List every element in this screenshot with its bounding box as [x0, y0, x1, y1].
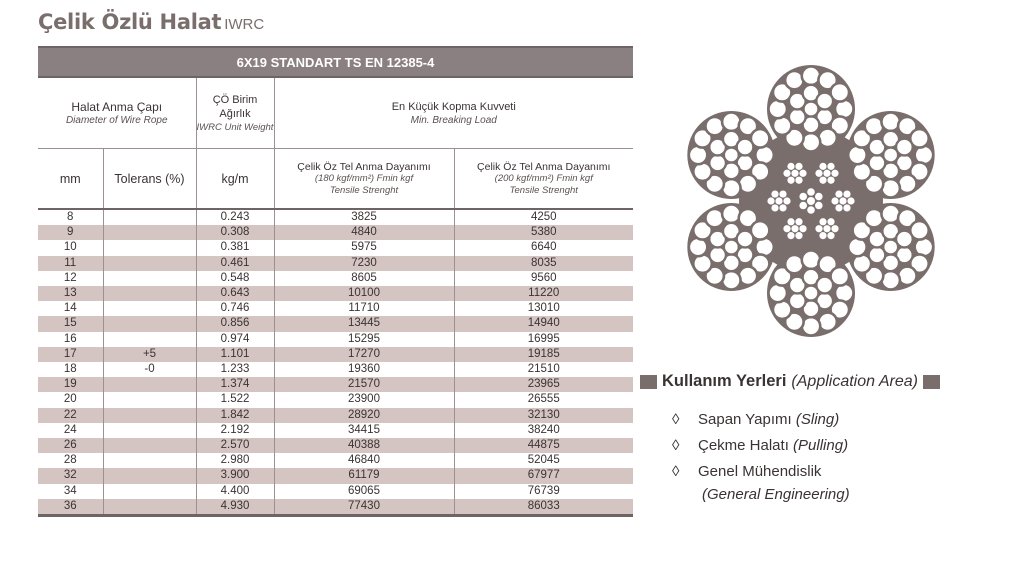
cell-mm: 22 — [38, 408, 103, 423]
diamond-bullet-icon: ◊ — [672, 411, 680, 428]
cell-kgm: 1.101 — [196, 347, 274, 362]
cell-tolerance — [103, 332, 196, 347]
cell-kgm: 0.548 — [196, 271, 274, 286]
cell-f200: 38240 — [527, 423, 560, 436]
table-row — [38, 468, 633, 483]
list-item-en-line: (General Engineering) — [702, 486, 850, 503]
weight-header-tr: ÇÖ Birim Ağırlık — [212, 93, 258, 120]
cell-mm: 18 — [38, 362, 103, 377]
cell-kgm: 2.192 — [196, 423, 274, 438]
cell-tolerance — [103, 271, 196, 286]
application-subtitle: (Application Area) — [791, 372, 918, 390]
product-subtitle: IWRC — [224, 16, 265, 33]
cell-mm: 15 — [38, 316, 103, 331]
cell-f180: 23900 — [274, 392, 454, 407]
cell-f200: 76739 — [527, 484, 560, 497]
cell-f200: 52045 — [527, 454, 560, 467]
list-item-tr: Sapan Yapımı — [698, 411, 792, 428]
strength-180-tr: Çelik Öz Tel Anma Dayanımı — [297, 160, 431, 173]
product-title: Çelik Özlü Halat — [38, 10, 222, 34]
cell-f180: 61179 — [274, 468, 454, 483]
list-item-tr: Çekme Halatı — [698, 437, 789, 454]
cell-f200: 5380 — [454, 225, 633, 240]
cell-tolerance — [103, 423, 196, 438]
cell-f180: 13445 — [274, 316, 454, 331]
cell-f200: 13010 — [527, 302, 560, 315]
cell-f200: 26555 — [527, 393, 560, 406]
cell-f200: 4250 — [530, 211, 557, 223]
strength-200-en: Tensile Strenght — [509, 184, 578, 196]
unit-header-row — [38, 149, 633, 210]
table-row — [38, 332, 633, 347]
list-item-tr: Genel Mühendislik — [698, 463, 822, 480]
mm-header: mm — [38, 149, 103, 210]
cell-kgm: 0.381 — [196, 240, 274, 255]
strength-200-header — [454, 149, 633, 210]
cell-f180: 46840 — [274, 453, 454, 468]
cell-kgm: 1.842 — [196, 408, 274, 423]
cell-kgm: 0.308 — [196, 225, 274, 240]
cell-tolerance — [103, 225, 196, 240]
cell-mm: 34 — [38, 484, 103, 499]
wire-rope-cross-section-icon — [678, 56, 944, 346]
cell-f180: 7230 — [274, 256, 454, 271]
cell-f180: 3825 — [274, 209, 454, 225]
cell-f180: 10100 — [274, 286, 454, 301]
table-row — [38, 271, 633, 286]
strength-180-header — [274, 149, 454, 210]
table-row — [38, 453, 633, 468]
cell-tolerance — [103, 286, 196, 301]
cell-tolerance: +5 — [103, 347, 196, 362]
table-heading: 6X19 STANDART TS EN 12385-4 — [38, 46, 633, 78]
diameter-header — [38, 78, 196, 149]
page-title — [38, 10, 264, 34]
cell-mm: 16 — [38, 332, 103, 347]
cell-f180: 21570 — [274, 377, 454, 392]
cell-kgm: 2.570 — [196, 438, 274, 453]
cell-kgm: 0.643 — [196, 286, 274, 301]
cell-mm: 26 — [38, 438, 103, 453]
table-row — [38, 347, 633, 362]
table-row — [38, 286, 633, 301]
cell-tolerance — [103, 453, 196, 468]
table-row — [38, 377, 633, 392]
cell-mm: 12 — [38, 271, 103, 286]
kgm-header: kg/m — [196, 149, 274, 210]
cell-f200: 6640 — [530, 241, 557, 254]
cell-tolerance — [103, 301, 196, 316]
cell-kgm: 2.980 — [196, 453, 274, 468]
cell-f180: 69065 — [274, 484, 454, 499]
cell-f180: 28920 — [274, 408, 454, 423]
table-row — [38, 362, 633, 377]
application-area — [640, 372, 990, 505]
breaking-header — [274, 78, 633, 149]
cell-kgm: 0.974 — [196, 332, 274, 347]
cell-tolerance — [103, 468, 196, 483]
cell-f180: 40388 — [274, 438, 454, 453]
cell-f180: 5975 — [274, 240, 454, 255]
cell-mm: 11 — [38, 256, 103, 271]
table-row — [38, 484, 633, 499]
cell-f180: 17270 — [274, 347, 454, 362]
table-bottom-rule — [38, 514, 633, 517]
cell-f200: 67977 — [454, 468, 633, 483]
table-row — [38, 438, 633, 453]
table-row — [38, 499, 633, 514]
list-item-en: (Sling) — [795, 411, 840, 428]
cell-kgm: 4.930 — [196, 499, 274, 514]
cell-mm: 9 — [38, 225, 103, 240]
cell-f180: 34415 — [274, 423, 454, 438]
cell-f180: 11710 — [274, 301, 454, 316]
cell-tolerance — [103, 256, 196, 271]
cell-tolerance — [103, 240, 196, 255]
cell-f200: 11220 — [454, 286, 633, 301]
cell-kgm: 4.400 — [196, 484, 274, 499]
cell-mm: 10 — [38, 240, 103, 255]
table-row — [38, 301, 633, 316]
cell-f180: 4840 — [274, 225, 454, 240]
strength-180-unit: (180 kgf/mm²) Fmin kgf — [314, 172, 414, 184]
cell-kgm: 0.461 — [196, 256, 274, 271]
cell-f200: 21510 — [527, 363, 560, 376]
application-title: Kullanım Yerleri — [662, 372, 787, 390]
cell-mm: 24 — [38, 423, 103, 438]
strength-200-tr: Çelik Öz Tel Anma Dayanımı — [477, 160, 611, 173]
cell-kgm: 1.374 — [196, 377, 274, 392]
list-item — [672, 407, 990, 433]
cell-f200: 14940 — [454, 316, 633, 331]
cell-tolerance — [103, 499, 196, 514]
cell-tolerance: -0 — [103, 362, 196, 377]
cell-mm: 17 — [38, 347, 103, 362]
breaking-header-tr: En Küçük Kopma Kuvveti — [391, 100, 516, 113]
cell-tolerance — [103, 316, 196, 331]
table-row — [38, 316, 633, 331]
cell-tolerance — [103, 392, 196, 407]
cell-mm: 32 — [38, 468, 103, 483]
diamond-bullet-icon: ◊ — [672, 463, 680, 480]
cell-tolerance — [103, 408, 196, 423]
list-item — [672, 433, 990, 459]
table-body — [38, 209, 633, 514]
cell-kgm: 0.746 — [196, 301, 274, 316]
table-row — [38, 408, 633, 423]
cell-f200: 9560 — [530, 271, 557, 284]
cell-kgm: 0.243 — [196, 209, 274, 225]
cell-mm: 14 — [38, 301, 103, 316]
table-row — [38, 423, 633, 438]
cell-kgm: 3.900 — [196, 468, 274, 483]
cell-f200: 44875 — [454, 438, 633, 453]
cell-f200: 19185 — [454, 347, 633, 362]
strength-200-unit: (200 kgf/mm²) Fmin kgf — [494, 172, 593, 184]
cell-f200: 8035 — [454, 256, 633, 271]
cell-f200: 86033 — [454, 499, 633, 514]
cell-tolerance — [103, 438, 196, 453]
header-square-left — [640, 375, 657, 389]
diamond-bullet-icon: ◊ — [672, 437, 680, 454]
cell-mm: 28 — [38, 453, 103, 468]
cell-kgm: 1.522 — [196, 392, 274, 407]
cell-mm: 36 — [38, 499, 103, 514]
table-row — [38, 209, 633, 225]
header-square-right — [923, 375, 940, 389]
cell-f180: 19360 — [274, 362, 454, 377]
cell-f180: 8605 — [274, 271, 454, 286]
strength-180-en: Tensile Strenght — [329, 184, 399, 196]
cell-f200: 32130 — [454, 408, 633, 423]
cell-f200: 16995 — [527, 332, 560, 345]
table-row — [38, 392, 633, 407]
list-item-en: (Pulling) — [793, 437, 849, 454]
application-header — [640, 372, 990, 391]
cell-mm: 8 — [38, 209, 103, 225]
group-header-row — [38, 78, 633, 149]
cell-tolerance — [103, 484, 196, 499]
cell-f180: 15295 — [274, 332, 454, 347]
weight-header-en: IWRC Unit Weight — [196, 121, 274, 133]
cell-tolerance — [103, 209, 196, 225]
cell-kgm: 1.233 — [196, 362, 274, 377]
cell-mm: 20 — [38, 392, 103, 407]
cell-mm: 19 — [38, 377, 103, 392]
cell-mm: 13 — [38, 286, 103, 301]
cell-f200: 23965 — [454, 377, 633, 392]
table-row — [38, 240, 633, 255]
table-row — [38, 256, 633, 271]
breaking-header-en: Min. Breaking Load — [410, 114, 497, 126]
cell-tolerance — [103, 377, 196, 392]
spec-table — [38, 46, 633, 517]
list-item — [672, 459, 990, 485]
application-list — [640, 407, 990, 505]
diameter-header-tr: Halat Anma Çapı — [71, 99, 163, 114]
table-row — [38, 225, 633, 240]
cell-kgm: 0.856 — [196, 316, 274, 331]
tolerance-header: Tolerans (%) — [103, 149, 196, 210]
weight-header — [196, 78, 274, 149]
cell-f180: 77430 — [274, 499, 454, 514]
diameter-header-en: Diameter of Wire Rope — [65, 114, 168, 126]
